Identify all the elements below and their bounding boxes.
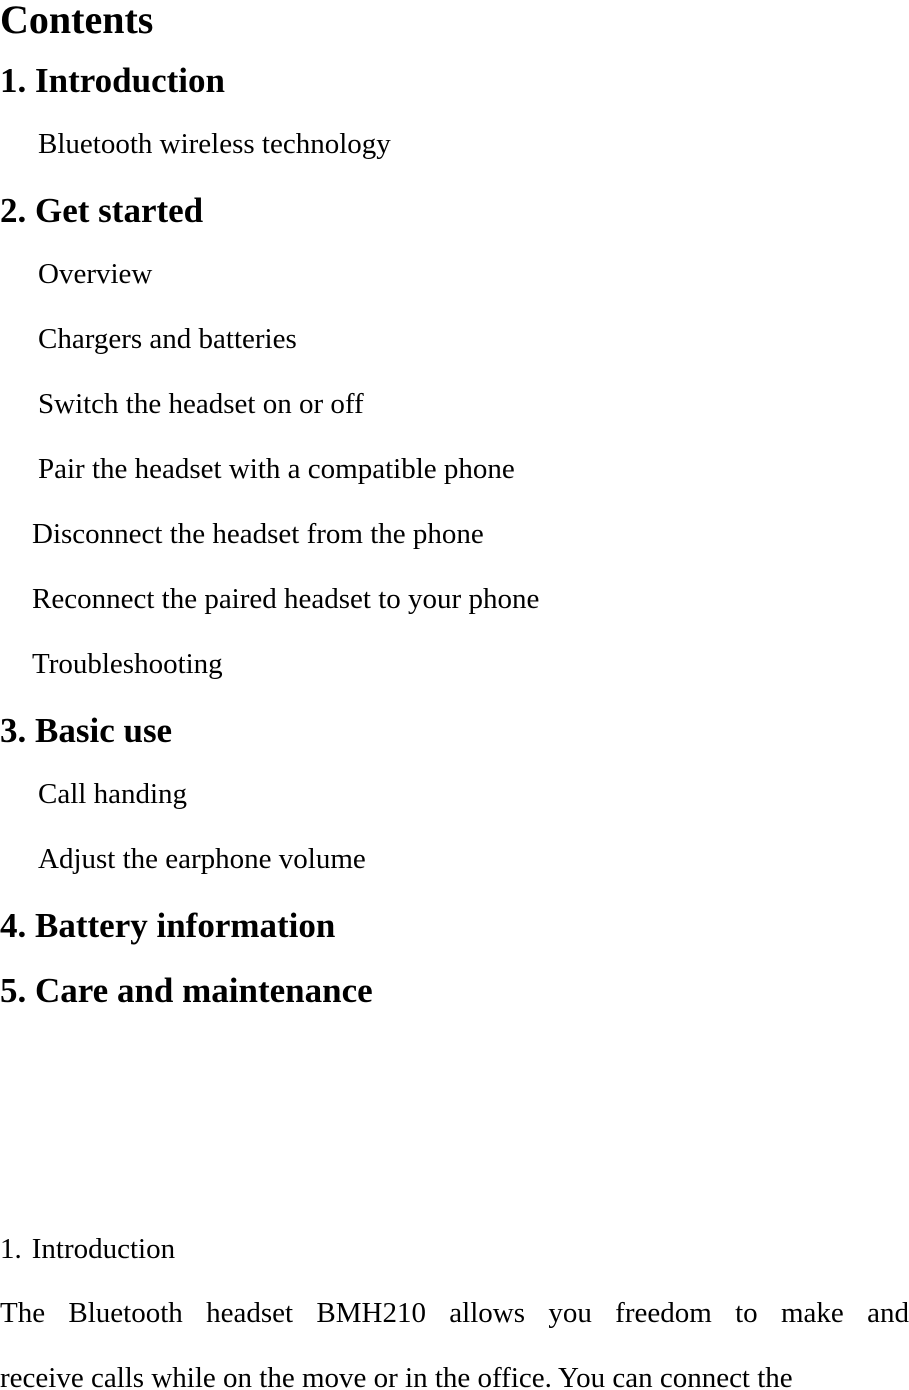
toc-item-switch-headset: Switch the headset on or off (38, 388, 364, 420)
toc-item-adjust-volume: Adjust the earphone volume (38, 843, 366, 875)
toc-item-troubleshooting: Troubleshooting (32, 648, 223, 680)
toc-item-call-handing: Call handing (38, 778, 188, 810)
toc-item-reconnect-headset: Reconnect the paired headset to your phone (32, 583, 540, 615)
intro-paragraph-line-2: receive calls while on the move or in the office. You can connect the (0, 1362, 793, 1390)
toc-section-battery-information: 4. Battery information (0, 906, 336, 945)
toc-item-chargers-and-batteries: Chargers and batteries (38, 323, 297, 355)
toc-item-pair-headset: Pair the headset with a compatible phone (38, 453, 515, 485)
intro-heading-text: Introduction (31, 1233, 176, 1265)
toc-section-get-started: 2. Get started (0, 191, 204, 230)
contents-title: Contents (0, 0, 154, 42)
toc-section-basic-use: 3. Basic use (0, 711, 173, 750)
toc-item-bluetooth-wireless-technology: Bluetooth wireless technology (38, 128, 391, 160)
intro-paragraph-line-1: The Bluetooth headset BMH210 allows you freedom to make and (0, 1297, 909, 1329)
intro-heading (0, 1235, 175, 1264)
toc-item-disconnect-headset: Disconnect the headset from the phone (32, 518, 484, 550)
toc-item-overview: Overview (38, 258, 153, 290)
intro-number: 1. (0, 1233, 22, 1265)
toc-section-introduction: 1. Introduction (0, 61, 225, 100)
toc-section-care-and-maintenance: 5. Care and maintenance (0, 971, 373, 1010)
